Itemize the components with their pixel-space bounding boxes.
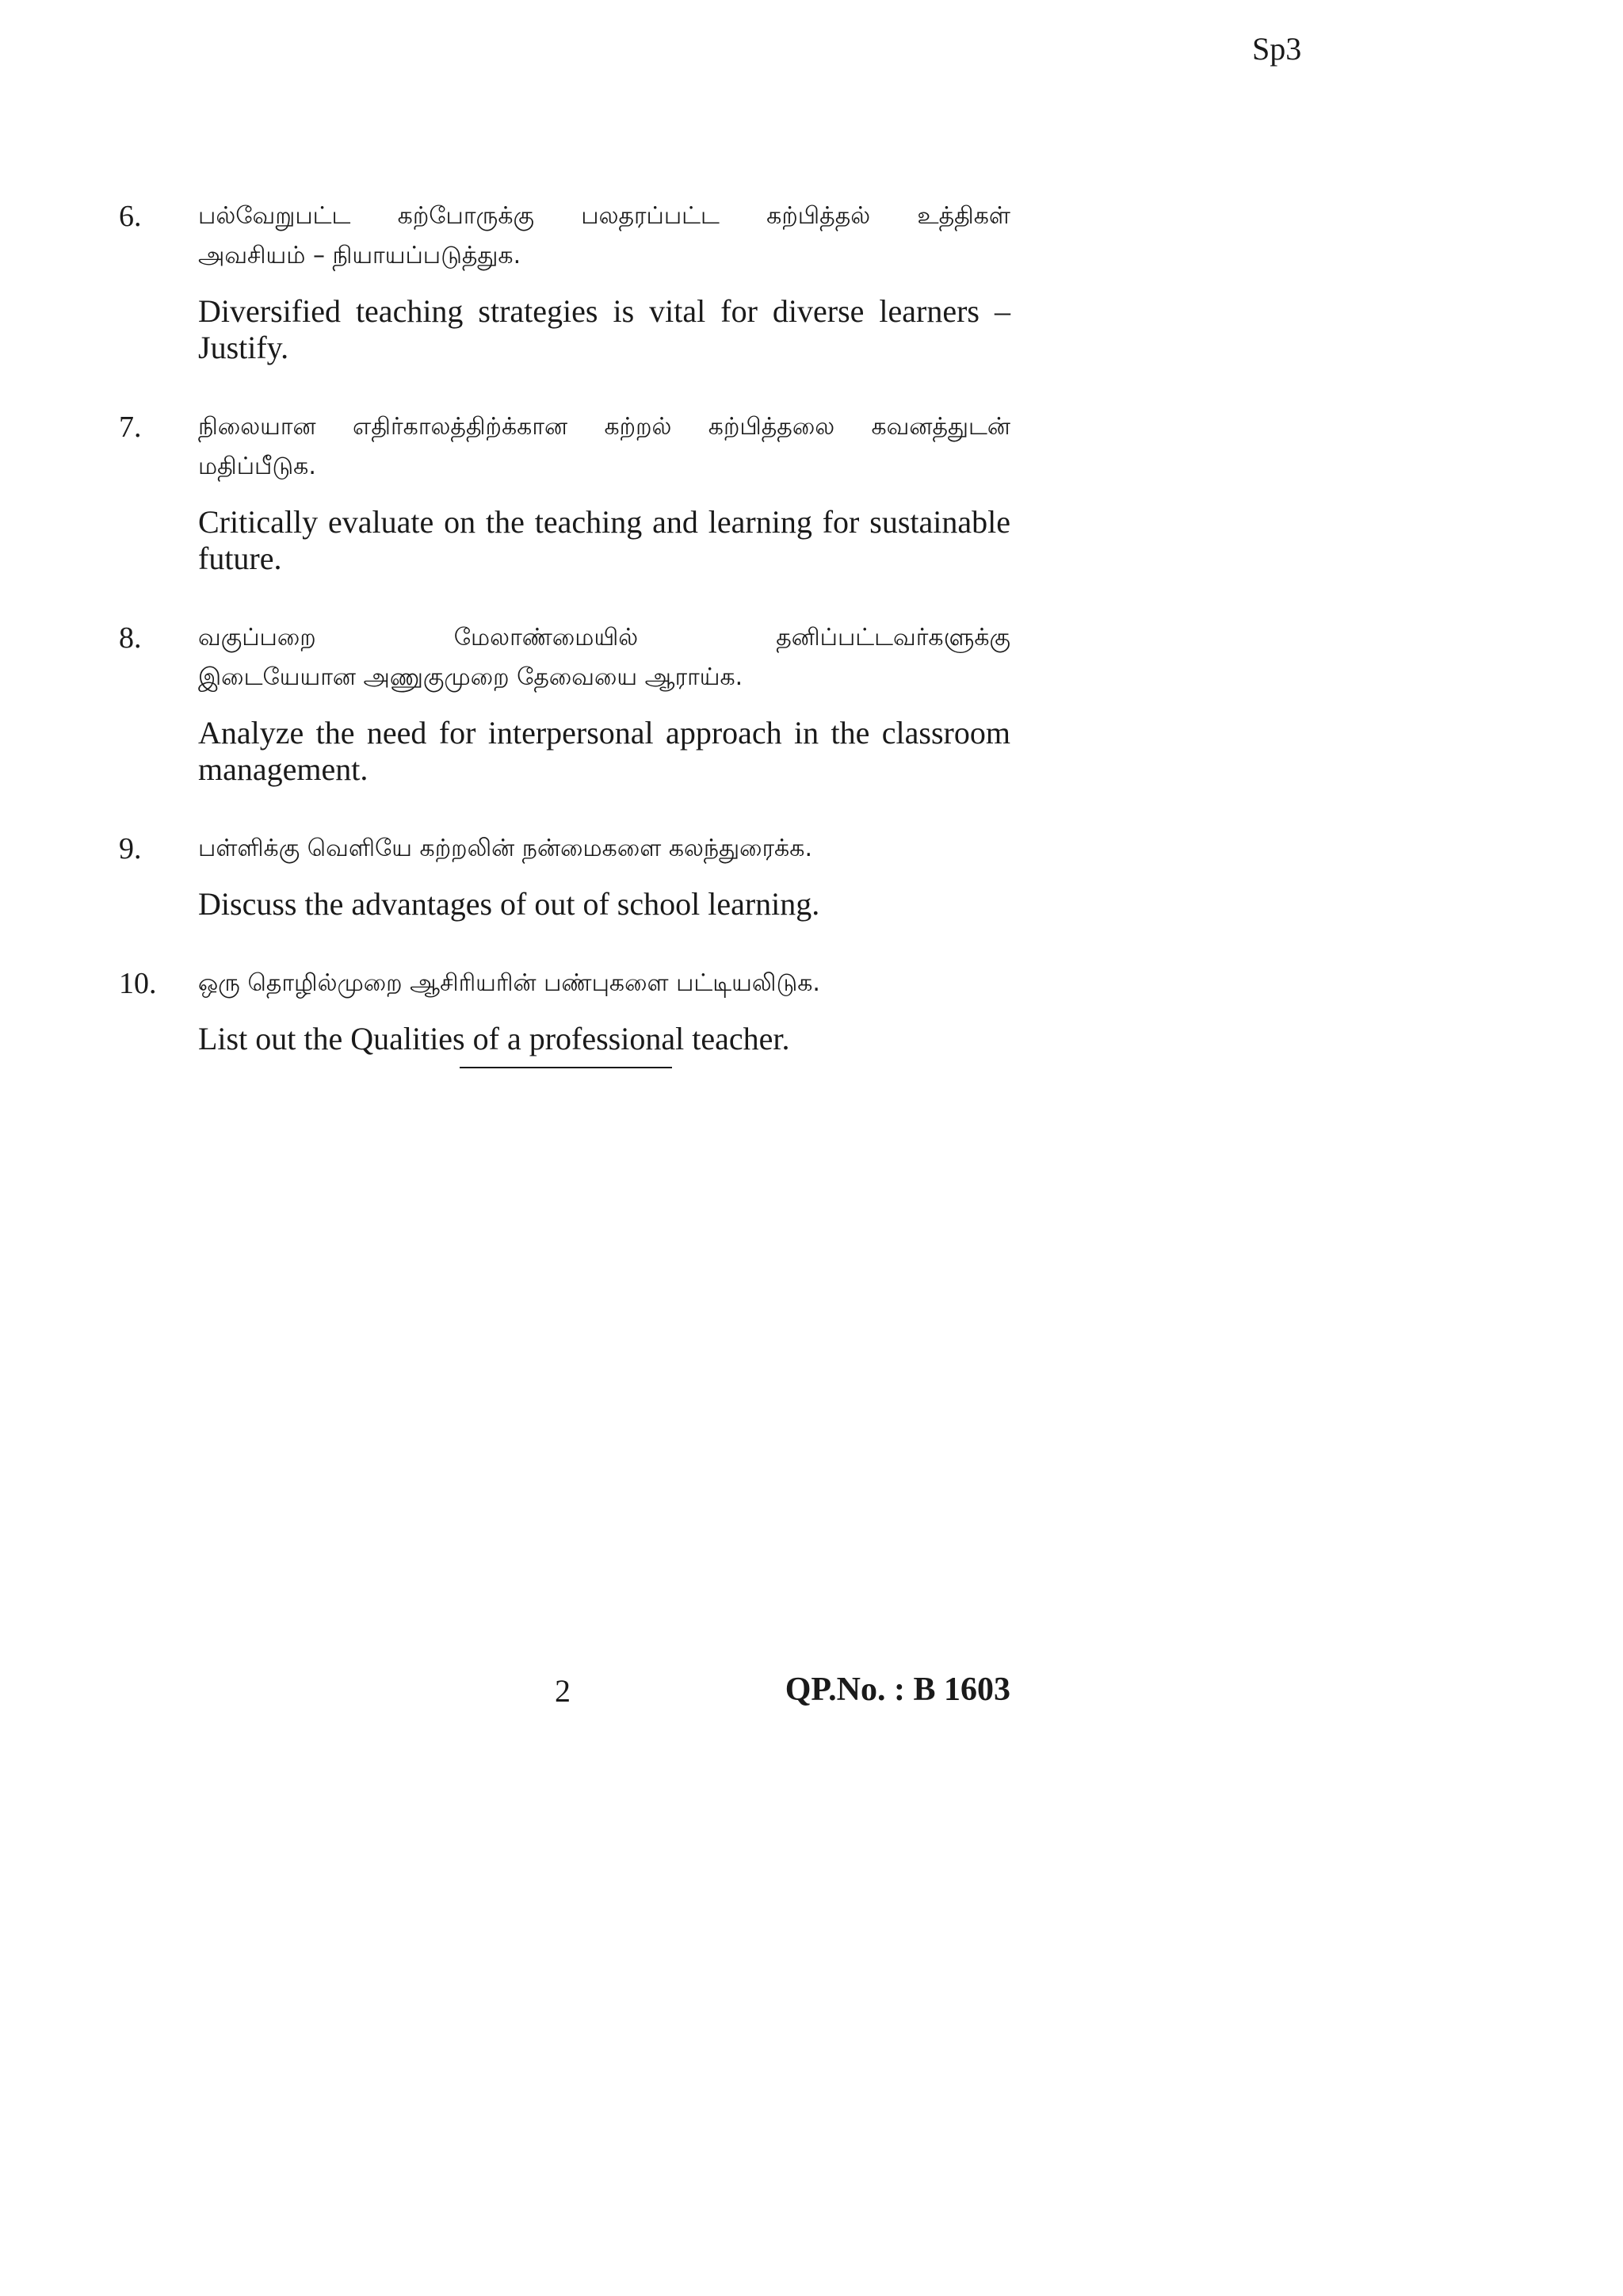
question-tamil-text: ஒரு தொழில்முறை ஆசிரியரின் பண்புகளை பட்டியலிடுக. [198, 969, 820, 997]
question-list [119, 197, 1010, 1057]
question-tamil-text: அவசியம் – நியாயப்படுத்துக. [198, 242, 521, 269]
question-tamil-text: இடையேயான அணுகுமுறை தேவையை ஆராய்க. [198, 663, 743, 691]
end-rule-divider [460, 1067, 672, 1068]
question-english-text: List out the Qualities of a professional teacher. [198, 1021, 790, 1056]
question-number: 8. [119, 621, 142, 655]
question-tamil-text: பல்வேறுபட்ட கற்போருக்கு பலதரப்பட்ட கற்பித்தல் உத்திகள் [198, 202, 1010, 230]
page-code: Sp3 [1252, 31, 1302, 67]
question-paper-number: QP.No. : B 1603 [785, 1671, 1010, 1708]
question-english-text: Diversified teaching strategies is vital for diverse learners – Justify. [198, 293, 1010, 365]
question-english-text: Critically evaluate on the teaching and learning for sustainable future. [198, 504, 1010, 576]
question-tamil-text: நிலையான எதிர்காலத்திற்க்கான கற்றல் கற்பித்தலை கவனத்துடன் [198, 413, 1010, 441]
question-9 [119, 829, 1010, 923]
page-number: 2 [555, 1673, 571, 1709]
question-10 [119, 964, 1010, 1057]
question-english-text: Discuss the advantages of out of school learning. [198, 886, 820, 922]
question-number: 9. [119, 832, 142, 865]
question-8 [119, 618, 1010, 788]
question-number: 7. [119, 411, 142, 444]
question-6 [119, 197, 1010, 366]
question-tamil-text: வகுப்பறை மேலாண்மையில் தனிப்பட்டவர்களுக்கு [198, 624, 1010, 651]
question-tamil-text: மதிப்பீடுக. [198, 453, 316, 480]
question-number: 6. [119, 200, 142, 233]
question-number: 10. [119, 967, 157, 1000]
question-7 [119, 407, 1010, 577]
question-tamil-text: பள்ளிக்கு வெளியே கற்றலின் நன்மைகளை கலந்துரைக்க. [198, 835, 812, 862]
question-english-text: Analyze the need for interpersonal approach in the classroom management. [198, 715, 1010, 787]
